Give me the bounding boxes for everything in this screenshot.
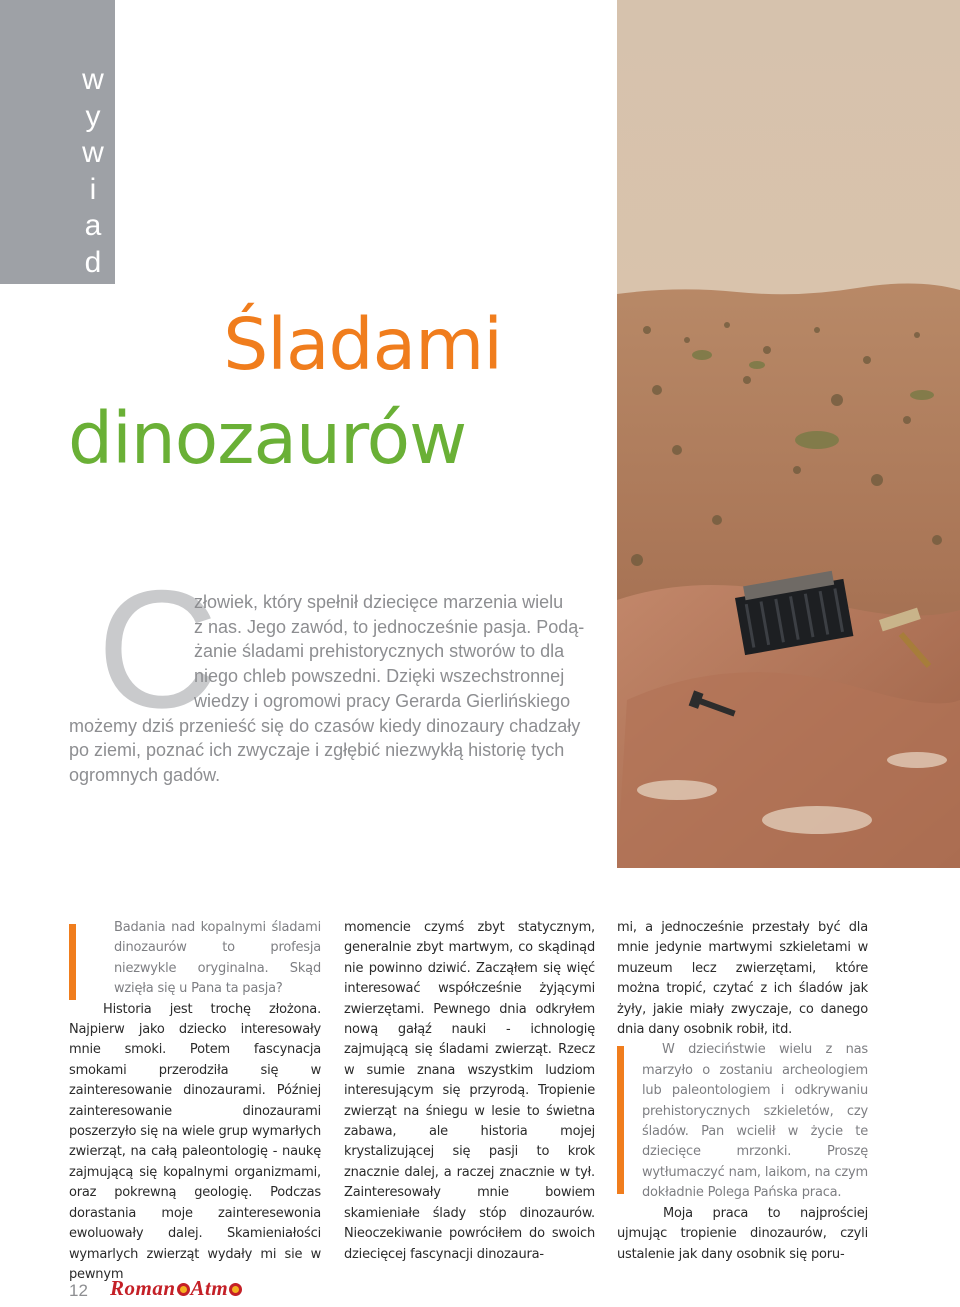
section-letter: i (89, 172, 97, 206)
drop-cap: C (97, 555, 219, 743)
lead-line: wiedzy i ogromowi pracy Gerarda Gierlińskiego (194, 690, 571, 711)
article-paragraph: momencie czymś zbyt statycznym, generalnie zbyt martwym, co skądinąd nie powinno dziwić. Zacząłem się więć interesować współcześnie żyjącymi zwierzętami. Pewnego dnia odkryłem nową gałąź nauki - ichnologię zajmującą się śladami zwierząt. Rzecz w sumie znana wszystkim ludziom interesującym się przyrodą. Tropienie zwierząt na śniegu w lesie to świetna zabawa, ale historia mojej krystalizującej się pasji to krok znacznie dalej, a raczej znacznie w tył. Zainteresowały mnie bowiem skamieniałe ślady stóp dinozaurów. Nieoczekiwanie powróciłem do swoich dziecięcej fascynacji dinozaura- (344, 920, 595, 1262)
interview-answer: Historia jest trochę złożona. Najpierw jako dziecko interesowały mnie smoki. Potem fascynacja smokami przerodziła się w zainteresowanie dinozaurami. Później zainteresowanie dinozaurami poszerzyło się na wiele grup wymarłych zwierząt, na całą paleontologię - naukę zajmującą się kopalnymi organizmami, oraz pokrewną geologię. Podczas dorastania moje zainteresewonia ewoluowały dalej. Skamieniałości wymarlych zwierząt wydały mi sie w pewnym (69, 1001, 321, 1282)
lead-line: żanie śladami prehistorycznych stworów to dla (194, 641, 565, 662)
desert-photo-illustration (617, 0, 960, 868)
question-accent-bar (617, 1046, 624, 1194)
logo-ring-icon (177, 1283, 190, 1296)
logo-ring-icon (229, 1283, 242, 1296)
lead-paragraph (69, 590, 597, 788)
article-column-3 (617, 918, 868, 1265)
logo-text-part2: Atm (190, 1276, 229, 1300)
section-tab (0, 0, 115, 284)
section-letter: y (85, 99, 101, 133)
article-column-1 (69, 918, 321, 1285)
desert-excavation-photo (617, 0, 960, 868)
lead-line: ogromnych gadów. (69, 764, 221, 785)
page-number: 12 (69, 1281, 88, 1300)
logo-text-part1: Roman (110, 1276, 176, 1300)
interview-question: Badania nad kopalnymi śladami dinozaurów to profesja niezwykle oryginalna. Skąd wzięła się u Pana ta pasja? (114, 920, 321, 997)
lead-line: po ziemi, poznać ich zwyczaje i zgłębić niezwykłą historię tych (69, 740, 565, 761)
article-title-line1: Śladami (223, 303, 502, 386)
section-letter: a (84, 209, 102, 242)
lead-line: niego chleb powszedni. Dzięki wszechstronnej (194, 666, 565, 687)
article-column-2 (344, 918, 595, 1265)
article-paragraph: mi, a jednocześnie przestały być dla mnie jedynie martwymi szkieletami w muzeum lecz zwierzętami, które można tropić, czytać z ich śladów jak żyły, jakie miały zwyczaje, co danego dnia dany osobnik robił, itd. (617, 920, 868, 1038)
lead-line: z nas. Jego zawód, to jednocześnie pasja. Podą- (194, 616, 585, 637)
question-accent-bar (69, 924, 76, 1000)
lead-line: złowiek, który spełnił dziecięce marzenia wielu (194, 592, 564, 612)
section-label (81, 62, 105, 281)
section-letter: d (84, 245, 102, 279)
article-title-line2: dinozaurów (68, 397, 467, 480)
lead-line: możemy dziś przenieść się do czasów kiedy dinozaury chadzały (69, 715, 581, 736)
section-letter: w (82, 63, 104, 96)
interview-answer: Moja praca to najprościej ujmując tropienie dinozaurów, czyli ustalenie jak dany osobnik się poru- (617, 1205, 868, 1262)
magazine-logo (110, 1276, 243, 1304)
interview-question: W dzieciństwie wielu z nas marzyło o zostaniu archeologiem lub paleontologiem i odkrywaniu prehistorycznych szkieletów, czy śladów. Pan wcielił w życie te dziecięce mrzonki. Proszę wytłumaczyć nam, laikom, na czym dokładnie Polega Pańska praca. (642, 1042, 868, 1201)
section-letter: w (82, 136, 104, 169)
